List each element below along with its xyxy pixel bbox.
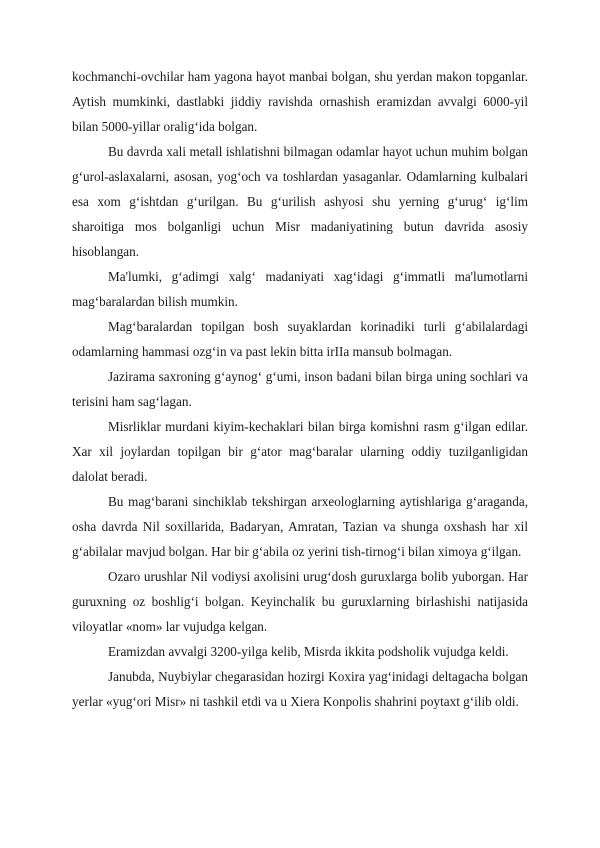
- paragraph-continuation: kochmanchi-ovchilar ham yagona hayot manbai bolgan, shu yerdan makon topganlar. Aytish mumkinki, dastlabki jiddiy ravishda ornashish eramizdan avvalgi 6000-yil bilan 5000-yillar oralig‘ida bolgan.: [72, 69, 528, 134]
- paragraph-skulls: Mag‘baralardan topilgan bosh suyaklardan korinadiki turli g‘abilalardagi odamlarning hammasi ozg‘in va past lekin bitta irIIa mansub bolmagan.: [72, 319, 528, 359]
- document-page: [72, 64, 528, 714]
- paragraph-upper-egypt: Janubda, Nuybiylar chegarasidan hozirgi Koxira yag‘inidagi deltagacha bolgan yerlar «yug‘ori Misr» ni tashkil etdi va u Xiera Konpolis shahrini poytaxt g‘ilib oldi.: [72, 669, 528, 709]
- paragraph-desert-sand: Jazirama saxroning g‘aynog‘ g‘umi, inson badani bilan birga uning sochlari va terisini ham sag‘lagan.: [72, 369, 528, 409]
- paragraph-two-kingdoms: Eramizdan avvalgi 3200-yilga kelib, Misrda ikkita podsholik vujudga keldi.: [108, 644, 509, 659]
- paragraph-tools-and-houses: Bu davrda xali metall ishlatishni bilmagan odamlar hayot uchun muhim bolgan g‘urol-aslaxalarni, asosan, yog‘och va toshlardan yasaganlar. Odamlarning kulbalari esa xom g‘ishtdan g‘urilgan. Bu g‘urilish ashyosi shu yerning g‘urug‘ ig‘lim sharoitiga mos bolganligi uchun Misr madaniyatining butun davrida asosiy hisoblangan.: [72, 144, 528, 259]
- paragraph-wars-clans: Ozaro urushlar Nil vodiysi axolisini urug‘dosh guruxlarga bolib yuborgan. Har guruxning oz boshlig‘i bolgan. Keyinchalik bu guruxlarning birlashishi natijasida viloyatlar «nom» lar vujudga kelgan.: [72, 569, 528, 634]
- paragraph-burial-customs: Misrliklar murdani kiyim-kechaklari bilan birga komishni rasm g‘ilgan edilar. Xar xil joylardan topilgan bir g‘ator mag‘baralar ularning oddiy tuzilganligidan dalolat beradi.: [72, 419, 528, 484]
- paragraph-tombs-knowledge: Ma'lumki, g‘adimgi xalg‘ madaniyati xag‘idagi g‘immatli ma'lumotlarni mag‘baralardan bilish mumkin.: [72, 269, 528, 309]
- paragraph-archaeologists: Bu mag‘barani sinchiklab tekshirgan arxeologlarning aytishlariga g‘araganda, osha davrda Nil soxillarida, Badaryan, Amratan, Tazian va shunga oxshash har xil g‘abilalar mavjud bolgan. Har bir g‘abila oz yerini tish-tirnog‘i bilan ximoya g‘ilgan.: [72, 494, 528, 559]
